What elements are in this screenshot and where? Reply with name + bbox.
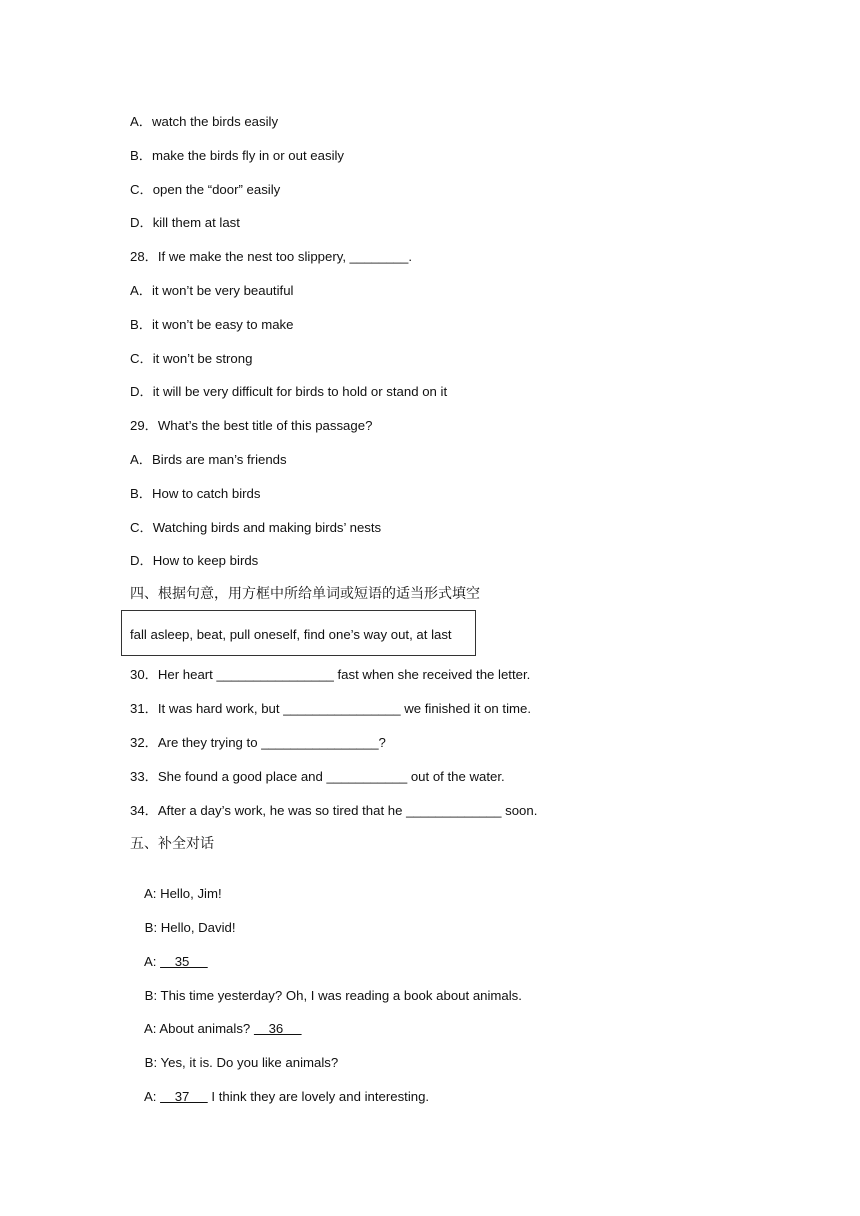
q28-option-b: B．it won’t be easy to make xyxy=(130,317,294,332)
q30-question: 30．Her heart ________________ fast when she received the letter. xyxy=(130,667,531,682)
blank-36: 36 xyxy=(253,1021,302,1036)
section5-heading: 五、补全对话 xyxy=(130,836,214,852)
q28-option-a: A．it won’t be very beautiful xyxy=(130,283,294,298)
q27-option-c: C．open the “door” easily xyxy=(130,182,281,197)
section4-heading: 四、根据句意，用方框中所给单词或短语的适当形式填空 xyxy=(130,586,480,602)
dialogue-text: Hello, Jim! xyxy=(160,886,222,901)
dialogue-line-7 xyxy=(130,1073,429,1121)
q28-question: 28．If we make the nest too slippery, ________. xyxy=(130,249,412,264)
dialogue-text: This time yesterday? Oh, I was reading a book about animals. xyxy=(160,988,522,1003)
dialogue-speaker: B: xyxy=(144,988,161,1003)
q32-question: 32．Are they trying to ________________? xyxy=(130,735,386,750)
dialogue-speaker: B: xyxy=(144,920,161,935)
dialogue-speaker: A: xyxy=(143,1089,161,1104)
q27-option-d: D．kill them at last xyxy=(130,215,240,230)
word-box-text: fall asleep, beat, pull oneself, find one’s way out, at last xyxy=(130,627,452,642)
dialogue-text: I think they are lovely and interesting. xyxy=(207,1089,430,1104)
dialogue-speaker: B: xyxy=(144,1055,161,1070)
q34-question: 34．After a day’s work, he was so tired that he _____________ soon. xyxy=(130,803,538,818)
q29-option-d: D．How to keep birds xyxy=(130,553,259,568)
q29-option-b: B．How to catch birds xyxy=(130,486,261,501)
q31-question: 31．It was hard work, but ________________ we finished it on time. xyxy=(130,701,532,716)
q29-option-a: A．Birds are man’s friends xyxy=(130,452,287,467)
dialogue-text: About animals? xyxy=(159,1021,254,1036)
q28-option-c: C．it won’t be strong xyxy=(130,351,253,366)
dialogue-speaker: A: xyxy=(143,886,161,901)
dialogue-text: Yes, it is. Do you like animals? xyxy=(160,1055,339,1070)
q33-question: 33．She found a good place and ___________ out of the water. xyxy=(130,769,505,784)
dialogue-speaker: A: xyxy=(143,1021,160,1036)
q28-option-d: D．it will be very difficult for birds to hold or stand on it xyxy=(130,384,448,399)
dialogue-text: Hello, David! xyxy=(160,920,236,935)
word-box xyxy=(121,610,476,656)
q27-option-b: B．make the birds fly in or out easily xyxy=(130,148,345,163)
dialogue-speaker: A: xyxy=(143,954,161,969)
blank-35: 35 xyxy=(160,954,208,969)
q29-option-c: C．Watching birds and making birds’ nests xyxy=(130,520,382,535)
q29-question: 29．What’s the best title of this passage? xyxy=(130,418,373,433)
q27-option-a: A．watch the birds easily xyxy=(130,114,279,129)
blank-37: 37 xyxy=(160,1089,208,1104)
